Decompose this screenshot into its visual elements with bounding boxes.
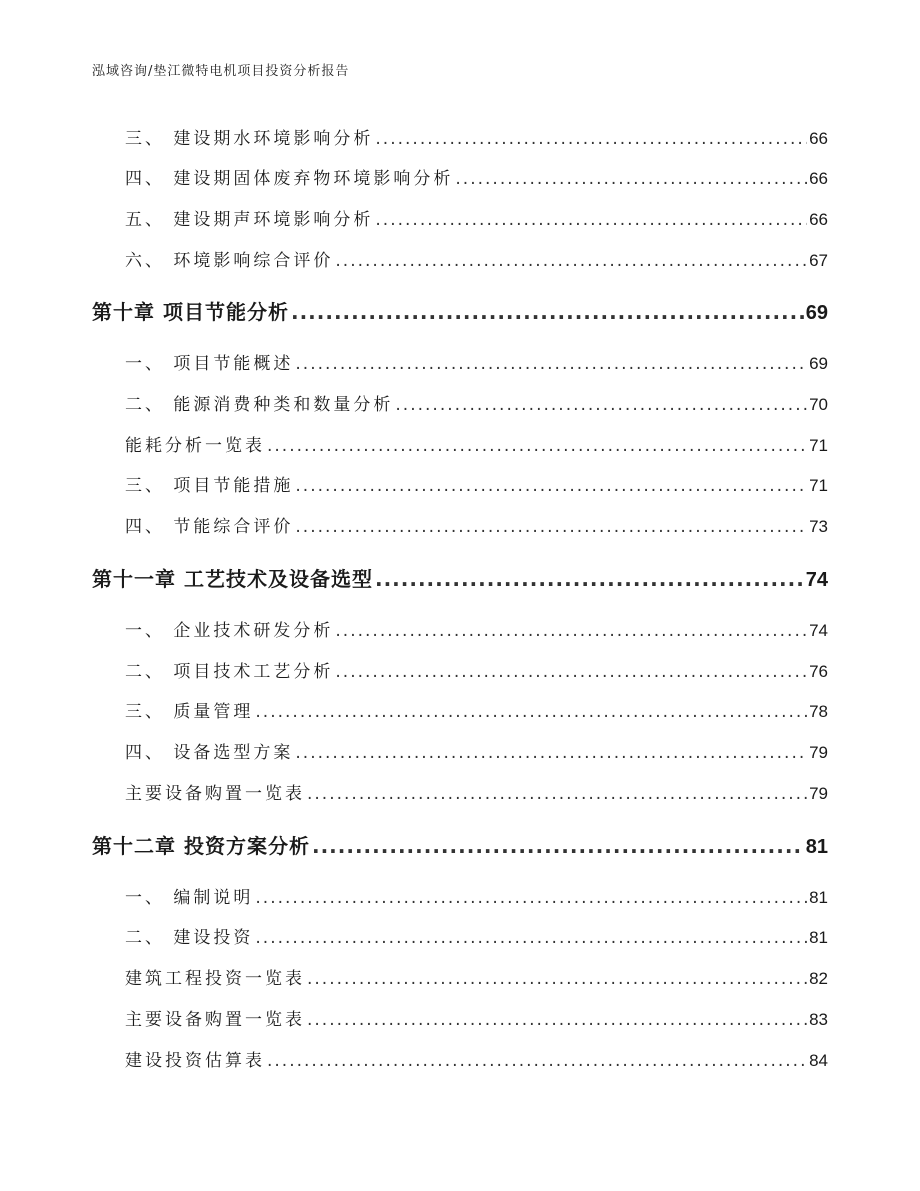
toc-entry-label: 能耗分析一览表 [125,436,265,456]
toc-entry-label: 五、 建设期声环境影响分析 [125,210,374,230]
toc-chapter-label: 第十二章 投资方案分析 [92,834,310,858]
toc-chapter-label: 第十章 项目节能分析 [92,300,289,324]
toc-entry[interactable] [125,964,828,989]
toc-entry-page: 79 [809,743,828,762]
toc-entry-label: 主要设备购置一览表 [125,784,305,804]
toc-entry-label: 四、 节能综合评价 [125,517,294,537]
toc-dot-leader [307,784,807,804]
toc-chapter-page: 81 [805,836,828,858]
toc-entry-label: 一、 编制说明 [125,888,254,908]
toc-entry[interactable] [125,512,828,537]
toc-dot-leader [255,702,807,722]
toc-dot-leader [295,517,807,537]
toc-entry[interactable] [125,390,828,415]
toc-chapter-entry[interactable] [92,830,828,859]
toc-dot-leader [291,300,804,324]
toc-dot-leader [335,621,807,641]
toc-entry-page: 81 [809,888,828,907]
toc-entry-page: 66 [809,169,828,188]
toc-entry-label: 建筑工程投资一览表 [125,969,305,989]
toc-entry-label: 二、 建设投资 [125,928,254,948]
toc-entry-page: 69 [809,354,828,373]
toc-entry-page: 81 [809,928,828,947]
toc-dot-leader [312,834,804,858]
toc-entry[interactable] [125,246,828,271]
running-header: 泓域咨询/垫江微特电机项目投资分析报告 [92,64,350,79]
toc-dot-leader [335,662,807,682]
toc-entry-label: 主要设备购置一览表 [125,1010,305,1030]
toc-entry-page: 71 [809,476,828,495]
toc-entry-label: 一、 项目节能概述 [125,354,294,374]
toc-entry-page: 66 [809,210,828,229]
toc-entry-page: 84 [809,1051,828,1070]
toc-chapter-label: 第十一章 工艺技术及设备选型 [92,567,373,591]
toc-entry-label: 四、 建设期固体废弃物环境影响分析 [125,169,454,189]
toc-entry[interactable] [125,779,828,804]
toc-entry-page: 73 [809,517,828,536]
toc-entry[interactable] [125,431,828,456]
toc-entry[interactable] [125,205,828,230]
toc-entry[interactable] [125,164,828,189]
toc-chapter-entry[interactable] [92,563,828,592]
toc-chapter-page: 69 [805,302,828,324]
toc-entry-label: 六、 环境影响综合评价 [125,251,334,271]
toc-entry[interactable] [125,697,828,722]
toc-entry-label: 建设投资估算表 [125,1051,265,1071]
toc-entry[interactable] [125,471,828,496]
toc-dot-leader [395,395,807,415]
toc-dot-leader [307,1010,807,1030]
header-rule [92,84,828,85]
toc-entry-label: 四、 设备选型方案 [125,743,294,763]
toc-entry-page: 76 [809,662,828,681]
toc-entry-page: 67 [809,251,828,270]
toc-entry-label: 三、 项目节能措施 [125,476,294,496]
toc-chapter-page: 74 [805,569,828,591]
toc-dot-leader [307,969,807,989]
toc-entry-label: 二、 项目技术工艺分析 [125,662,334,682]
toc-entry-page: 78 [809,702,828,721]
toc-entry[interactable] [125,616,828,641]
toc-entry-label: 二、 能源消费种类和数量分析 [125,395,394,415]
toc-entry[interactable] [125,349,828,374]
toc-dot-leader [295,476,807,496]
toc-entry-page: 82 [809,969,828,988]
toc-entry[interactable] [125,124,828,149]
toc-dot-leader [375,567,804,591]
toc-dot-leader [255,928,807,948]
toc-dot-leader [375,129,807,149]
toc-dot-leader [267,436,807,456]
toc-dot-leader [335,251,807,271]
toc-entry[interactable] [125,657,828,682]
toc-entry-page: 83 [809,1010,828,1029]
toc-entry-page: 79 [809,784,828,803]
toc-dot-leader [455,169,807,189]
toc-entry[interactable] [125,923,828,948]
toc-dot-leader [255,888,807,908]
toc-entry-page: 66 [809,129,828,148]
toc-entry-page: 70 [809,395,828,414]
toc-entry[interactable] [125,738,828,763]
toc-chapter-entry[interactable] [92,296,828,325]
toc-dot-leader [267,1051,807,1071]
toc-entry-page: 71 [809,436,828,455]
toc-entry[interactable] [125,1046,828,1071]
toc-entry[interactable] [125,1005,828,1030]
toc-entry-label: 一、 企业技术研发分析 [125,621,334,641]
toc-dot-leader [295,743,807,763]
toc-entry-label: 三、 建设期水环境影响分析 [125,129,374,149]
toc-entry-label: 三、 质量管理 [125,702,254,722]
toc-entry-page: 74 [809,621,828,640]
toc-dot-leader [295,354,807,374]
toc-dot-leader [375,210,807,230]
toc-entry[interactable] [125,883,828,908]
